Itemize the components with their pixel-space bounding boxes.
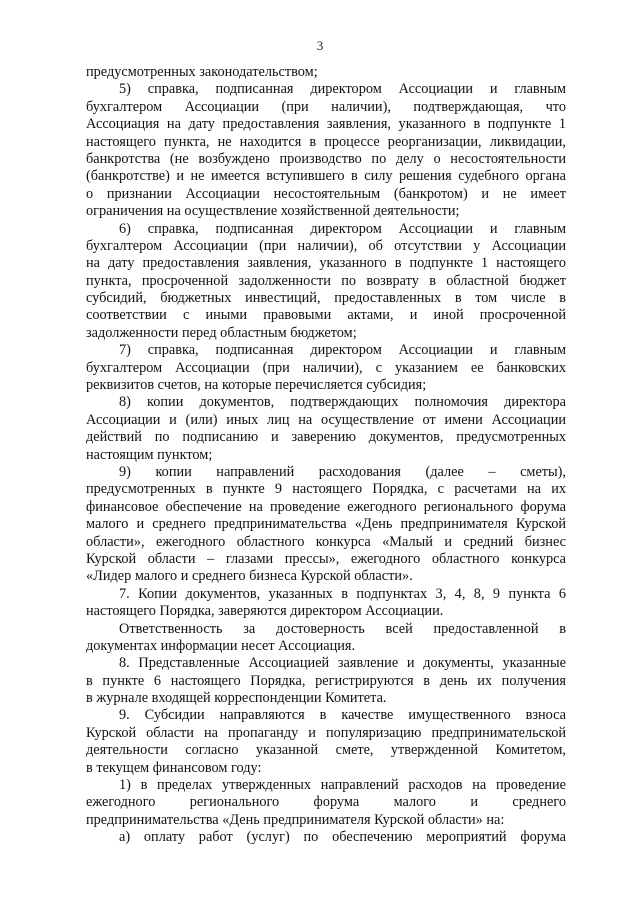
text-line: малого и среднего предпринимательства «День предпринимателя Курской [86, 516, 566, 533]
text-line: ограничения на осуществление хозяйственной деятельности; [86, 203, 460, 220]
text-line: документах информации несет Ассоциация. [86, 637, 356, 654]
text-line: 8. Представленные Ассоциацией заявление и документы, указанные [119, 655, 566, 672]
document-body [86, 64, 566, 847]
text-line: в пункте 6 настоящего Порядка, регистрируются в день их получения [86, 672, 566, 689]
text-line: задолженности перед областным бюджетом; [86, 324, 357, 341]
text-line: настоящего пункта, не находится в процессе реорганизации, ликвидации, [86, 133, 566, 150]
text-line: реквизитов счетов, на которые перечисляется субсидия; [86, 377, 427, 394]
text-line: Ответственность за достоверность всей предоставленной в [119, 620, 566, 637]
text-line: настоящего Порядка, заверяются директором Ассоциации. [86, 603, 444, 620]
text-line: о признании Ассоциации несостоятельным (банкротом) и не имеет [86, 185, 566, 202]
text-line: а) оплату работ (услуг) по обеспечению мероприятий форума [119, 829, 566, 846]
text-line: ежегодного регионального форума малого и среднего [86, 794, 566, 811]
text-line: 6) справка, подписанная директором Ассоциации и главным [119, 220, 566, 237]
text-line: бухгалтером Ассоциации (при наличии), подтверждающая, что [86, 98, 566, 115]
text-line: банкротства (не возбуждено производство по делу о несостоятельности [86, 150, 566, 167]
text-line: 5) справка, подписанная директором Ассоциации и главным [119, 81, 566, 98]
text-line: предусмотренных законодательством; [86, 64, 318, 80]
text-line: области», ежегодного областного конкурса «Малый и средний бизнес [86, 533, 566, 550]
text-line: Ассоциация на дату предоставления заявления, указанного в подпункте 1 [86, 116, 566, 133]
text-line: Курской области – глазами прессы», ежегодного областного конкурса [86, 550, 566, 567]
text-line: предпринимательства «День предпринимателя Курской области» на: [86, 811, 505, 828]
text-line: (банкротстве) и не имеется вступившего в силу решения судебного органа [86, 168, 566, 185]
text-line: субсидий, бюджетных инвестиций, предоставленных в том числе в [86, 290, 566, 307]
text-line: 9) копии направлений расходования (далее – сметы), [119, 463, 566, 480]
text-line: финансовое обеспечение на проведение ежегодного регионального форума [86, 498, 566, 515]
text-line: в текущем финансовом году: [86, 759, 262, 776]
text-line: соответствии с иными правовыми актами, и иной просроченной [86, 307, 566, 324]
text-line: пункта, просроченной задолженности по возврату в областной бюджет [86, 272, 566, 289]
text-line: Курской области на пропаганду и популяризацию предпринимательской [86, 724, 566, 741]
text-line: 9. Субсидии направляются в качестве имущественного взноса [119, 707, 566, 724]
text-line: предусмотренных в пункте 9 настоящего Порядка, с расчетами на их [86, 481, 566, 498]
text-line: бухгалтером Ассоциации (при наличии), об отсутствии у Ассоциации [86, 237, 566, 254]
text-line: действий по подписанию и заверению документов, предусмотренных [86, 429, 566, 446]
text-line: «Лидер малого и среднего бизнеса Курской области». [86, 568, 413, 585]
text-line: настоящим пунктом; [86, 446, 213, 463]
text-line: деятельности согласно указанной смете, утвержденной Комитетом, [86, 742, 566, 759]
text-line: бухгалтером Ассоциации (при наличии), с указанием ее банковских [86, 359, 566, 376]
text-line: 7. Копии документов, указанных в подпунктах 3, 4, 8, 9 пункта 6 [119, 585, 566, 602]
text-line: на дату предоставления заявления, указанного в подпункте 1 настоящего [86, 255, 566, 272]
text-line: 7) справка, подписанная директором Ассоциации и главным [119, 342, 566, 359]
text-line: в журнале входящей корреспонденции Комитета. [86, 690, 387, 707]
text-line: 8) копии документов, подтверждающих полномочия директора [119, 394, 566, 411]
text-line: 1) в пределах утвержденных направлений расходов на проведение [119, 777, 566, 794]
page-number: 3 [316, 38, 324, 53]
text-line: Ассоциации и (или) иных лиц на осуществление от имени Ассоциации [86, 411, 566, 428]
